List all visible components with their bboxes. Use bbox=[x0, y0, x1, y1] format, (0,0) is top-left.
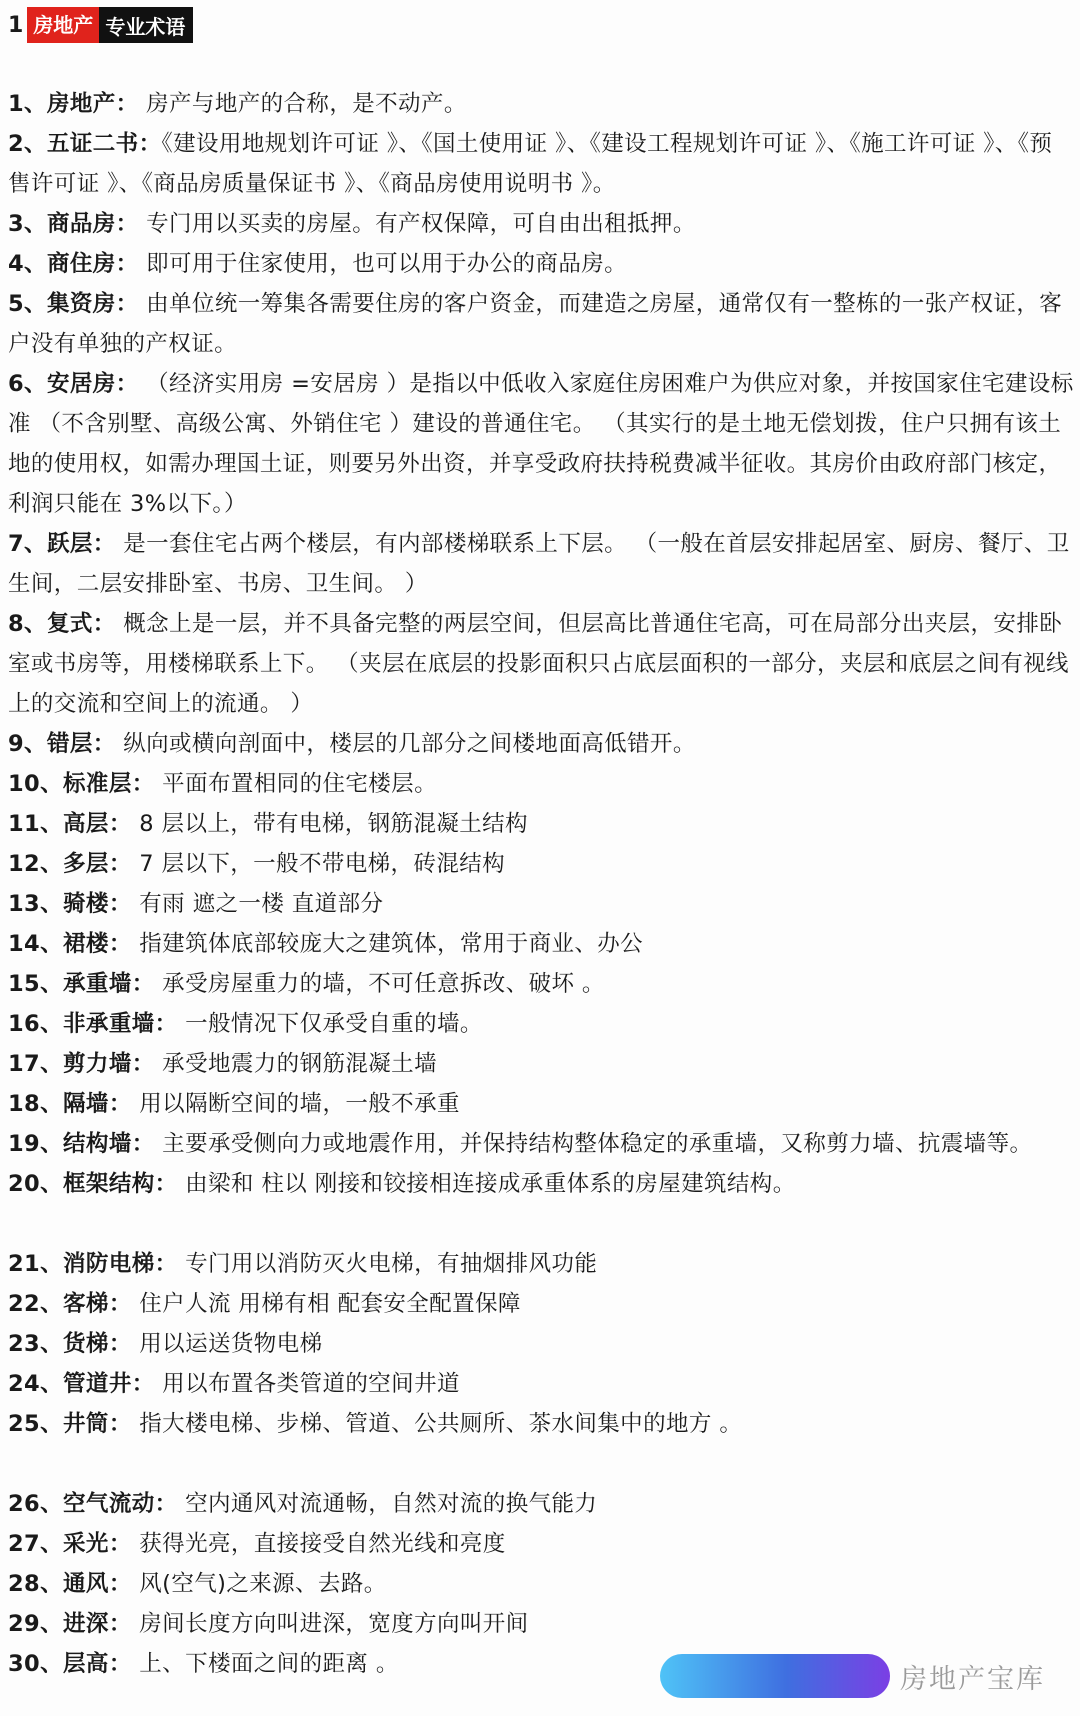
term-item bbox=[8, 1404, 1074, 1444]
term-description: 获得光亮，直接接受自然光线和亮度 bbox=[131, 1531, 506, 1557]
term-description: 用以运送货物电梯 bbox=[131, 1331, 323, 1357]
term-label bbox=[8, 1371, 155, 1397]
term-number: 26、 bbox=[8, 1491, 64, 1517]
term-number: 23、 bbox=[8, 1331, 64, 1357]
term-label bbox=[8, 1251, 178, 1277]
term-item bbox=[8, 1164, 1074, 1204]
term-name: 高层： bbox=[63, 811, 132, 837]
term-description: 用以隔断空间的墙，一般不承重 bbox=[131, 1091, 460, 1117]
section-number: 1 bbox=[8, 12, 24, 38]
term-name: 管道井： bbox=[63, 1371, 155, 1397]
term-description: 房间长度方向叫进深，宽度方向叫开间 bbox=[131, 1611, 529, 1637]
term-description: 风(空气)之来源、去路。 bbox=[131, 1571, 387, 1597]
term-item bbox=[8, 1484, 1074, 1524]
term-name: 货梯： bbox=[63, 1331, 132, 1357]
term-description: 上、下楼面之间的距离 。 bbox=[131, 1651, 399, 1677]
term-label bbox=[8, 1091, 132, 1117]
term-name: 通风： bbox=[63, 1571, 132, 1597]
term-item bbox=[8, 1244, 1074, 1284]
term-name: 框架结构： bbox=[63, 1171, 178, 1197]
term-description: 由梁和 柱以 刚接和铰接相连接成承重体系的房屋建筑结构。 bbox=[177, 1171, 796, 1197]
term-description: 是一套住宅占两个楼层，有内部楼梯联系上下层。 （一般在首层安排起居室、厨房、餐厅、卫生间，二层安排卧室、书房、卫生间。 ） bbox=[8, 531, 1070, 597]
term-label bbox=[8, 1291, 132, 1317]
term-label bbox=[8, 291, 139, 317]
term-item bbox=[8, 924, 1074, 964]
term-name: 非承重墙： bbox=[63, 1011, 178, 1037]
term-number: 2、 bbox=[8, 131, 47, 157]
term-label bbox=[8, 1571, 132, 1597]
term-label bbox=[8, 531, 116, 557]
term-item bbox=[8, 1324, 1074, 1364]
section-highlight: 房地产 bbox=[27, 7, 99, 43]
term-label bbox=[8, 1491, 178, 1517]
term-description: 7 层以下，一般不带电梯，砖混结构 bbox=[131, 851, 506, 877]
term-number: 10、 bbox=[8, 771, 64, 797]
term-item bbox=[8, 1044, 1074, 1084]
term-name: 错层： bbox=[46, 731, 116, 757]
term-number: 25、 bbox=[8, 1411, 64, 1437]
term-item bbox=[8, 124, 1074, 204]
term-description: 8 层以上，带有电梯，钢筋混凝土结构 bbox=[131, 811, 528, 837]
term-name: 采光： bbox=[63, 1531, 132, 1557]
term-number: 18、 bbox=[8, 1091, 64, 1117]
term-number: 4、 bbox=[8, 251, 47, 277]
term-name: 客梯： bbox=[63, 1291, 132, 1317]
term-item bbox=[8, 724, 1074, 764]
term-number: 7、 bbox=[8, 531, 47, 557]
term-name: 隔墙： bbox=[63, 1091, 132, 1117]
term-name: 结构墙： bbox=[63, 1131, 155, 1157]
term-label bbox=[8, 251, 139, 277]
term-name: 消防电梯： bbox=[63, 1251, 178, 1277]
term-number: 29、 bbox=[8, 1611, 64, 1637]
term-number: 21、 bbox=[8, 1251, 64, 1277]
term-item bbox=[8, 1284, 1074, 1324]
term-item bbox=[8, 1084, 1074, 1124]
term-item bbox=[8, 964, 1074, 1004]
term-label bbox=[8, 1411, 132, 1437]
section-title: 专业术语 bbox=[105, 14, 186, 39]
term-description: 一般情况下仅承受自重的墙。 bbox=[177, 1011, 483, 1037]
term-label bbox=[8, 371, 139, 397]
section-title-box bbox=[27, 7, 193, 43]
term-number: 28、 bbox=[8, 1571, 64, 1597]
term-description: 《建设用地规划许可证 》、《国土使用证 》、《建设工程规划许可证 》、《施工许可证 》、《预售许可证 》、《商品房质量保证书 》、《商品房使用说明书 》。 bbox=[8, 131, 1053, 197]
term-label bbox=[8, 1331, 132, 1357]
term-description: 承受房屋重力的墙，不可任意拆改、破坏 。 bbox=[154, 971, 605, 997]
term-name: 安居房： bbox=[46, 371, 139, 397]
term-item bbox=[8, 284, 1074, 364]
term-description: 住户人流 用梯有相 配套安全配置保障 bbox=[131, 1291, 521, 1317]
term-item bbox=[8, 764, 1074, 804]
term-description: 空内通风对流通畅，自然对流的换气能力 bbox=[177, 1491, 598, 1517]
term-name: 复式： bbox=[46, 611, 116, 637]
term-label bbox=[8, 211, 139, 237]
term-label bbox=[8, 91, 139, 117]
term-item bbox=[8, 1004, 1074, 1044]
term-label bbox=[8, 731, 116, 757]
term-name: 集资房： bbox=[46, 291, 139, 317]
term-item bbox=[8, 804, 1074, 844]
term-item bbox=[8, 524, 1074, 604]
term-item bbox=[8, 1604, 1074, 1644]
term-description: 承受地震力的钢筋混凝土墙 bbox=[154, 1051, 437, 1077]
term-number: 30、 bbox=[8, 1651, 64, 1677]
term-label bbox=[8, 811, 132, 837]
term-name: 五证二书： bbox=[46, 131, 162, 157]
term-number: 15、 bbox=[8, 971, 64, 997]
term-item bbox=[8, 1524, 1074, 1564]
term-label bbox=[8, 891, 132, 917]
term-number: 6、 bbox=[8, 371, 47, 397]
term-number: 9、 bbox=[8, 731, 47, 757]
term-description: 指建筑体底部较庞大之建筑体，常用于商业、办公 bbox=[131, 931, 644, 957]
group-spacer bbox=[8, 1204, 1074, 1244]
term-number: 27、 bbox=[8, 1531, 64, 1557]
term-label bbox=[8, 1011, 178, 1037]
term-label bbox=[8, 1611, 132, 1637]
watermark-gradient-bar bbox=[660, 1654, 890, 1698]
term-description: 概念上是一层，并不具备完整的两层空间，但层高比普通住宅高，可在局部分出夹层，安排卧室或书房等，用楼梯联系上下。 （夹层在底层的投影面积只占底层面积的一部分，夹层和底层之间有视线上的交流和空间上的流通。 ） bbox=[8, 611, 1069, 717]
term-name: 标准层： bbox=[63, 771, 155, 797]
section-header bbox=[8, 5, 193, 45]
watermark-text: 房地产宝库 bbox=[900, 1663, 1045, 1695]
term-description: 专门用以买卖的房屋。有产权保障，可自由出租抵押。 bbox=[138, 211, 696, 237]
term-item bbox=[8, 364, 1074, 524]
term-number: 17、 bbox=[8, 1051, 64, 1077]
term-label bbox=[8, 1051, 155, 1077]
term-label bbox=[8, 931, 132, 957]
term-name: 商品房： bbox=[46, 211, 139, 237]
term-label bbox=[8, 1651, 132, 1677]
term-label bbox=[8, 851, 132, 877]
term-number: 8、 bbox=[8, 611, 47, 637]
term-number: 24、 bbox=[8, 1371, 64, 1397]
term-description: 用以布置各类管道的空间井道 bbox=[154, 1371, 460, 1397]
term-name: 跃层： bbox=[46, 531, 116, 557]
term-name: 房地产： bbox=[46, 91, 139, 117]
term-name: 剪力墙： bbox=[63, 1051, 155, 1077]
term-number: 14、 bbox=[8, 931, 64, 957]
term-item bbox=[8, 604, 1074, 724]
term-description: 房产与地产的合称，是不动产。 bbox=[138, 91, 467, 117]
term-number: 3、 bbox=[8, 211, 47, 237]
term-name: 层高： bbox=[63, 1651, 132, 1677]
term-item bbox=[8, 204, 1074, 244]
term-name: 多层： bbox=[63, 851, 132, 877]
term-label bbox=[8, 771, 155, 797]
term-number: 1、 bbox=[8, 91, 47, 117]
term-number: 5、 bbox=[8, 291, 47, 317]
term-item bbox=[8, 84, 1074, 124]
term-number: 16、 bbox=[8, 1011, 64, 1037]
term-number: 13、 bbox=[8, 891, 64, 917]
term-description: （经济实用房 =安居房 ）是指以中低收入家庭住房困难户为供应对象，并按国家住宅建设标准 （不含别墅、高级公寓、外销住宅 ）建设的普通住宅。 （其实行的是土地无偿划拨，住户只拥有该土地的使用权，如需办理国土证，则要另外出资，并享受政府扶持税费减半征收。其房价由政府部门核定，利润只能在 3%以下。） bbox=[8, 371, 1074, 517]
term-name: 井筒： bbox=[63, 1411, 132, 1437]
term-item bbox=[8, 1124, 1074, 1164]
term-description: 纵向或横向剖面中，楼层的几部分之间楼地面高低错开。 bbox=[115, 731, 696, 757]
term-number: 20、 bbox=[8, 1171, 64, 1197]
term-description: 由单位统一筹集各需要住房的客户资金，而建造之房屋，通常仅有一整栋的一张产权证，客户没有单独的产权证。 bbox=[8, 291, 1063, 357]
term-label bbox=[8, 1131, 155, 1157]
term-label bbox=[8, 1531, 132, 1557]
term-name: 商住房： bbox=[46, 251, 139, 277]
term-item bbox=[8, 1564, 1074, 1604]
term-name: 承重墙： bbox=[63, 971, 155, 997]
term-list bbox=[8, 84, 1074, 1684]
term-number: 22、 bbox=[8, 1291, 64, 1317]
term-name: 裙楼： bbox=[63, 931, 132, 957]
term-number: 11、 bbox=[8, 811, 64, 837]
term-label bbox=[8, 611, 116, 637]
term-description: 主要承受侧向力或地震作用，并保持结构整体稳定的承重墙，又称剪力墙、抗震墙等。 bbox=[154, 1131, 1033, 1157]
term-label bbox=[8, 131, 161, 157]
term-label bbox=[8, 971, 155, 997]
term-item bbox=[8, 1364, 1074, 1404]
term-name: 骑楼： bbox=[63, 891, 132, 917]
term-description: 专门用以消防灭火电梯，有抽烟排风功能 bbox=[177, 1251, 598, 1277]
term-item bbox=[8, 244, 1074, 284]
term-description: 有雨 遮之一楼 直道部分 bbox=[131, 891, 384, 917]
watermark bbox=[660, 1652, 1076, 1700]
term-name: 空气流动： bbox=[63, 1491, 178, 1517]
group-spacer bbox=[8, 1444, 1074, 1484]
term-item bbox=[8, 884, 1074, 924]
term-description: 即可用于住家使用，也可以用于办公的商品房。 bbox=[138, 251, 628, 277]
term-number: 19、 bbox=[8, 1131, 64, 1157]
term-label bbox=[8, 1171, 178, 1197]
term-name: 进深： bbox=[63, 1611, 132, 1637]
term-description: 平面布置相同的住宅楼层。 bbox=[154, 771, 437, 797]
term-description: 指大楼电梯、步梯、管道、公共厕所、茶水间集中的地方 。 bbox=[131, 1411, 743, 1437]
term-item bbox=[8, 844, 1074, 884]
term-number: 12、 bbox=[8, 851, 64, 877]
